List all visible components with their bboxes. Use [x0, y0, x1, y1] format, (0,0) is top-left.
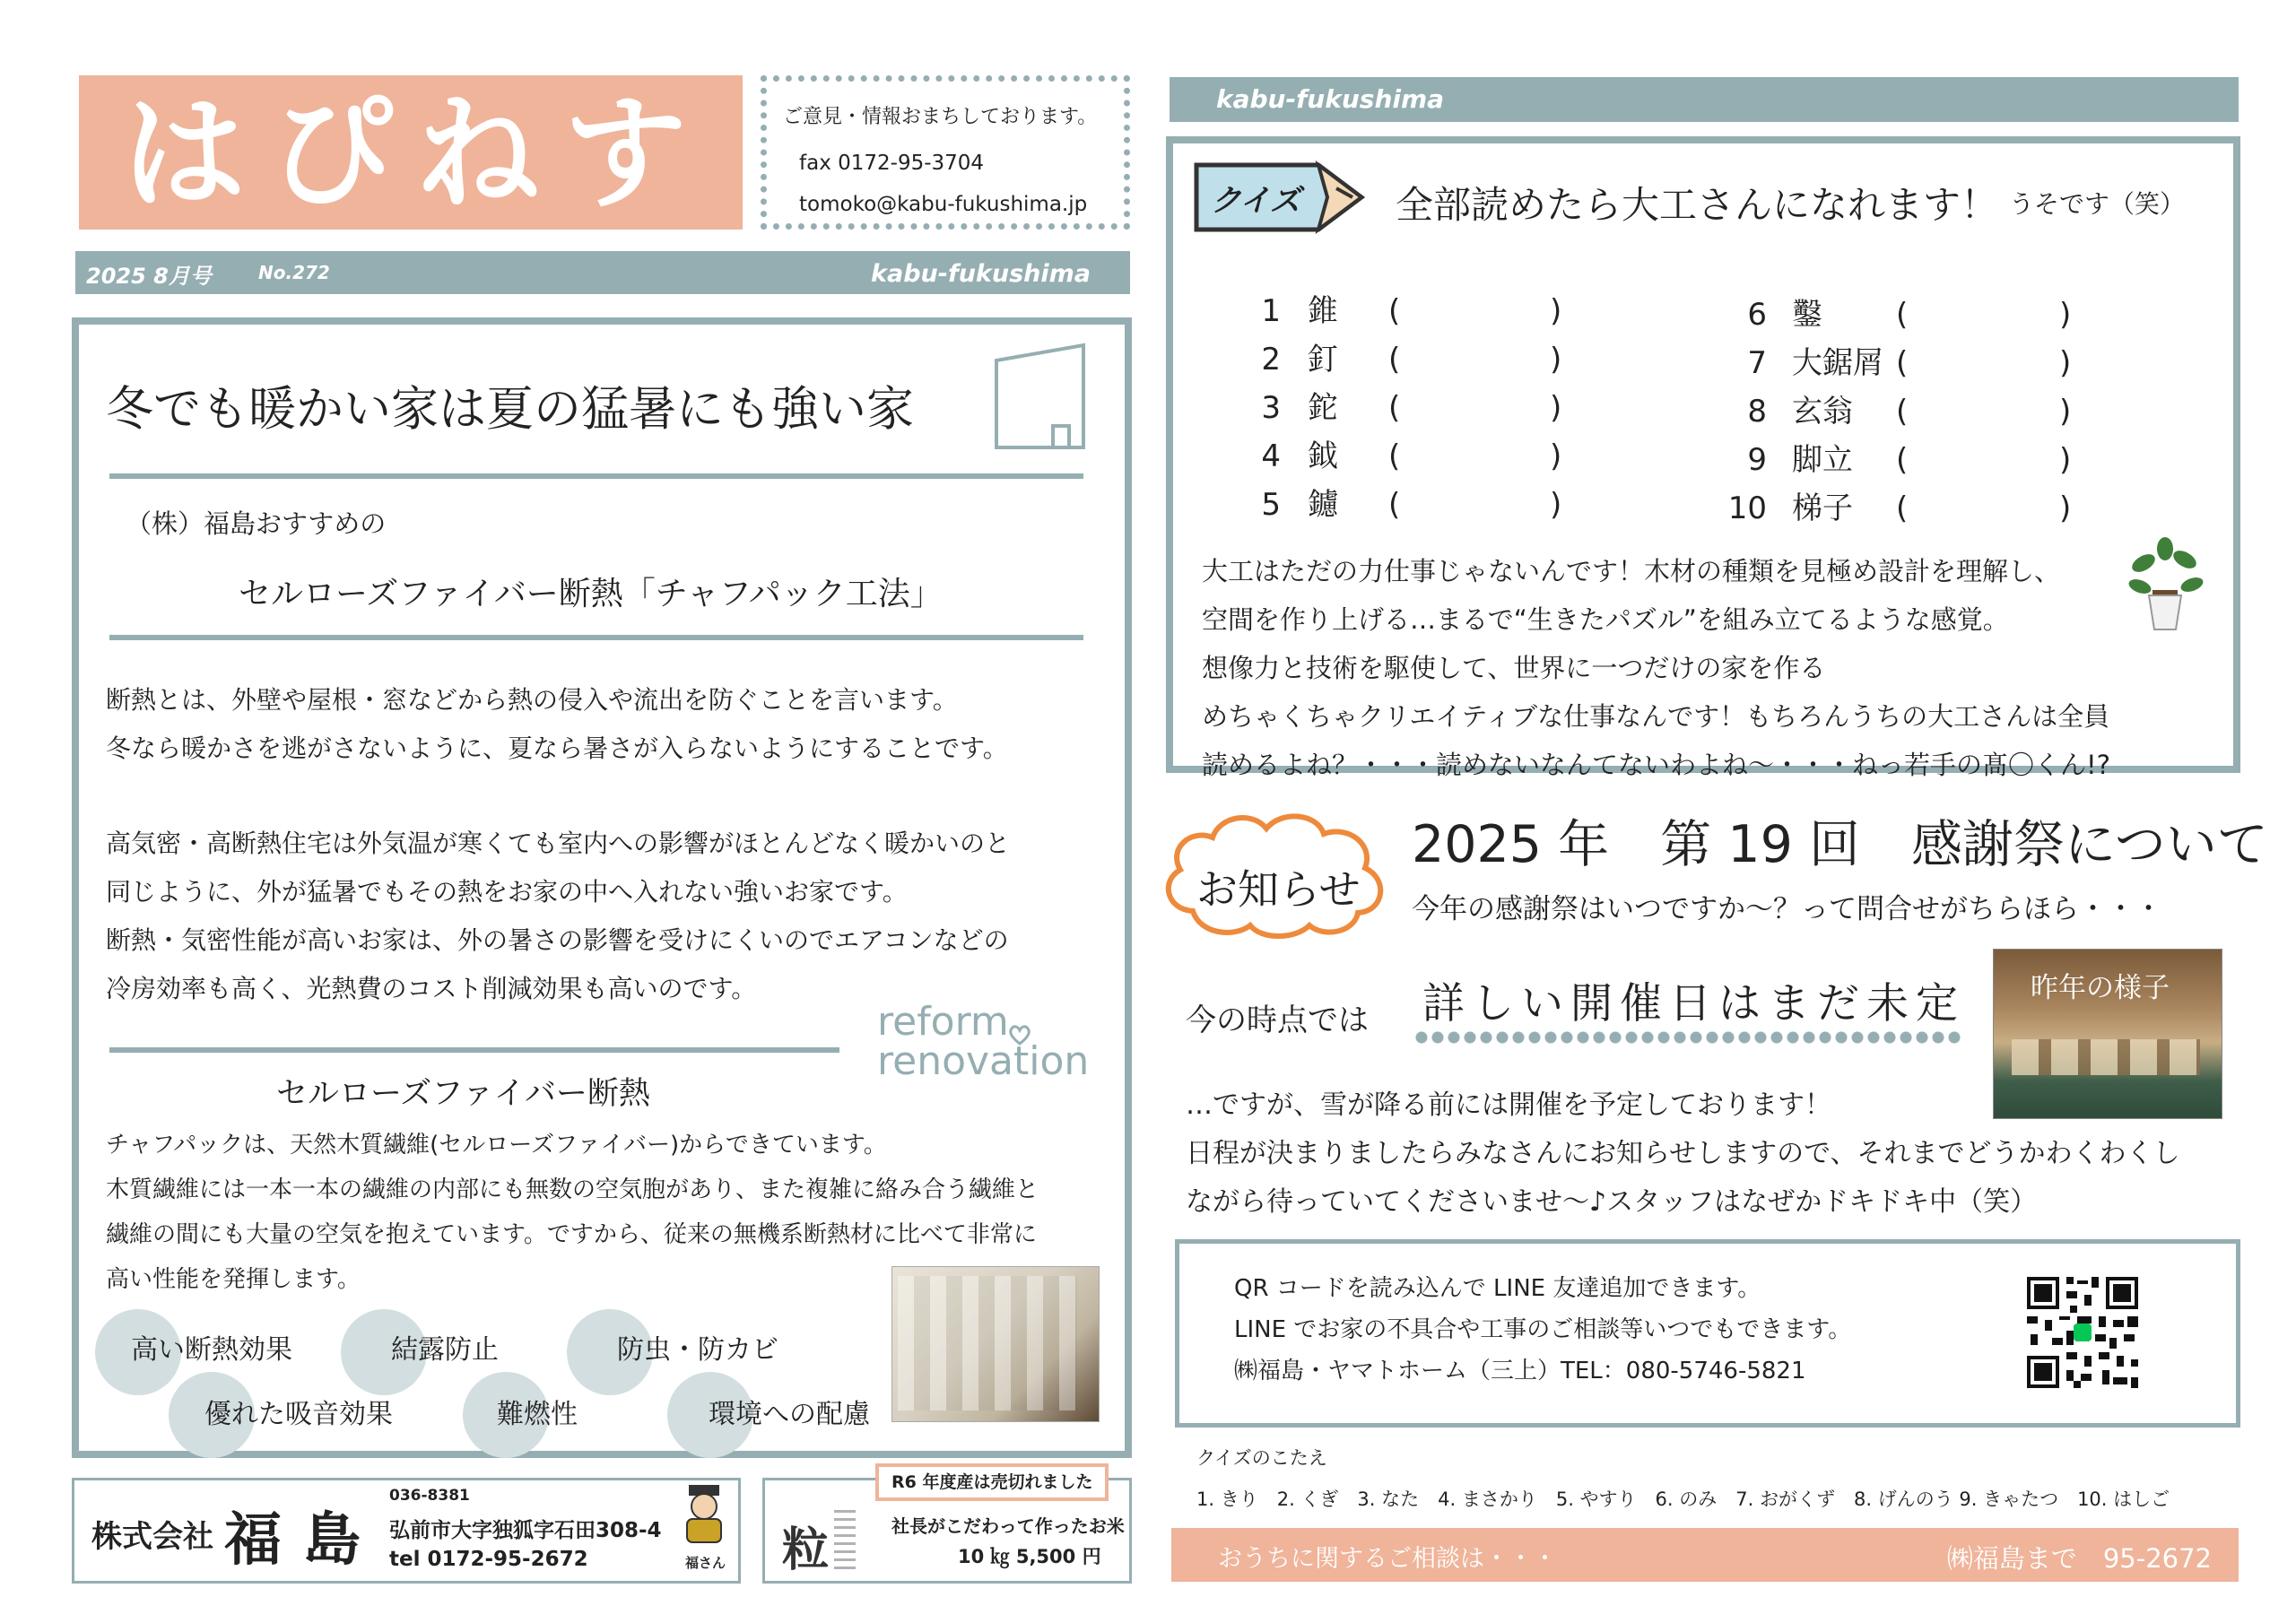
quiz-text-line: 想像力と技術を駆使して、世界に一つだけの家を作る	[1202, 653, 1826, 683]
quiz-item	[1726, 436, 2071, 484]
sub-intro: （株）福島おすすめの	[126, 508, 387, 539]
quiz-list-right	[1726, 291, 2071, 533]
quiz-kanji: 鑿	[1792, 297, 1822, 333]
reform-renovation-logo	[877, 999, 1090, 1084]
notice-body-line: ながら待っていてくださいませ～♪スタッフはなぜかドキドキ中（笑）	[1186, 1186, 2038, 1218]
quiz-kanji: 鉞	[1308, 438, 1338, 474]
paren: )	[1550, 342, 1562, 378]
quiz-kanji: 大鋸屑	[1792, 345, 1883, 381]
quiz-tag-label: クイズ	[1211, 183, 1300, 219]
quiz-kanji: 玄翁	[1792, 394, 1853, 430]
paren: (	[1388, 293, 1401, 329]
feature-label: 難燃性	[497, 1399, 578, 1430]
quiz-text-line: 大工はただの力仕事じゃないんです！木材の種類を見極め設計を理解し、	[1202, 556, 2061, 586]
house-outline-icon	[994, 343, 1089, 456]
quiz-no: 3	[1261, 390, 1281, 426]
paren: (	[1896, 345, 1909, 381]
quiz-no: 6	[1747, 297, 1767, 333]
quiz-kanji: 鉈	[1308, 390, 1338, 426]
quiz-no: 1	[1261, 293, 1281, 329]
quiz-text	[1202, 547, 2110, 789]
paren: )	[1550, 293, 1562, 329]
sub-title: セルローズファイバー断熱「チャフパック工法」	[239, 576, 943, 612]
quiz-list-left	[1254, 287, 1561, 529]
company-postal: 036-8381	[389, 1487, 470, 1505]
quiz-kanji: 脚立	[1792, 442, 1853, 478]
quiz-no: 8	[1747, 394, 1767, 430]
issue-date: 2025 8月号	[86, 264, 212, 289]
paren: (	[1388, 342, 1401, 378]
para-line: 断熱・気密性能が高いお家は、外の暑さの影響を受けにくいのでエアコンなどの	[106, 925, 1009, 955]
feature-label: 環境への配慮	[709, 1399, 870, 1430]
line-info-line: LINE でお家の不具合や工事のご相談等いつでもできます。	[1234, 1316, 1852, 1343]
paren: )	[1550, 390, 1562, 426]
notice-now-label: 今の時点では	[1186, 1002, 1369, 1038]
rice-logo	[780, 1503, 861, 1578]
para-insulation	[106, 676, 1008, 773]
notice-body-line: 日程が決まりましたらみなさんにお知らせしますので、それまでどうかわくわくし	[1186, 1138, 2180, 1169]
paren: (	[1388, 390, 1401, 426]
quiz-item	[1254, 335, 1561, 384]
company-name: 福島	[224, 1506, 382, 1574]
quiz-kanji: 梯子	[1792, 490, 1853, 526]
section-title: セルローズファイバー断熱	[276, 1076, 650, 1112]
mascot-icon	[682, 1483, 726, 1549]
notice-undecided: 詳しい開催日はまだ未定	[1422, 979, 1965, 1028]
para-line: 断熱とは、外壁や屋根・窓などから熱の侵入や流出を防ぐことを言います。	[106, 685, 958, 715]
quiz-heading: 全部読めたら大工さんになれます！	[1396, 183, 1999, 227]
feature-label: 防虫・防カビ	[617, 1334, 778, 1366]
quiz-item	[1254, 384, 1561, 432]
footer-left: おうちに関するご相談は・・・	[1218, 1545, 1557, 1573]
paren: (	[1896, 490, 1909, 526]
qr-code-icon[interactable]	[2023, 1273, 2142, 1395]
quiz-item	[1726, 387, 2071, 436]
quiz-item	[1726, 291, 2071, 339]
company-tel: tel 0172-95-2672	[389, 1548, 588, 1571]
quiz-heading-small: うそです（笑）	[2009, 189, 2186, 219]
answers-label: クイズのこたえ	[1196, 1447, 1327, 1469]
paren: (	[1896, 297, 1909, 333]
contact-box	[761, 75, 1130, 230]
para-line: 木質繊維には一本一本の繊維の内部にも無数の空気胞があり、また複雑に絡み合う繊維と	[106, 1176, 1039, 1203]
paren: )	[1550, 438, 1562, 474]
renovation-word: renovation	[877, 1038, 1090, 1084]
para-airtight	[106, 820, 1010, 1013]
rice-soldout-badge: R6 年度産は売切れました	[875, 1463, 1109, 1501]
paren: (	[1388, 487, 1401, 523]
paren: (	[1896, 394, 1909, 430]
paren: (	[1388, 438, 1401, 474]
quiz-no: 9	[1747, 442, 1767, 478]
potted-plant-icon	[2122, 536, 2208, 638]
contact-heading: ご意見・情報おまちしております。	[783, 106, 1098, 128]
quiz-text-line: めちゃくちゃクリエイティブな仕事なんです！もちろんうちの大工さんは全員	[1202, 701, 2110, 732]
issue-brand: kabu-fukushima	[871, 260, 1091, 288]
company-address: 弘前市大字独狐字石田308-4	[389, 1519, 662, 1542]
divider-mid	[109, 635, 1083, 640]
paren: )	[2059, 297, 2072, 333]
para-line: チャフパックは、天然木質繊維(セルローズファイバー)からできています。	[106, 1132, 887, 1159]
feature-label: 結露防止	[391, 1334, 499, 1366]
paren: )	[2059, 490, 2072, 526]
para-line: 冷房効率も高く、光熱費のコスト削減効果も高いのです。	[106, 974, 757, 1003]
issue-bar	[75, 251, 1130, 294]
right-brand: kabu-fukushima	[1216, 84, 1445, 114]
quiz-kanji: 錐	[1308, 293, 1338, 329]
notice-body	[1186, 1081, 2180, 1227]
para-line: 同じように、外が猛暑でもその熱をお家の中へ入れない強いお家です。	[106, 877, 908, 907]
paren: )	[1550, 487, 1562, 523]
notice-heading: 2025 年 第 19 回 感謝祭について	[1412, 815, 2268, 874]
quiz-item	[1726, 484, 2071, 533]
reform-word: reform	[877, 999, 1009, 1045]
notice-tag: お知らせ	[1196, 865, 1361, 914]
heart-icon	[1008, 1024, 1031, 1049]
masthead-title: はぴねす	[122, 82, 711, 226]
mascot-name: 福さん	[685, 1555, 726, 1571]
masthead-title-block	[79, 75, 743, 230]
quiz-item	[1726, 339, 2071, 387]
paren: )	[2059, 442, 2072, 478]
photo-caption: 昨年の様子	[2031, 972, 2170, 1004]
paren: )	[2059, 394, 2072, 430]
insulation-photo	[891, 1266, 1100, 1422]
company-prefix: 株式会社	[91, 1519, 213, 1555]
line-info	[1234, 1268, 1851, 1392]
line-info-line: QR コードを読み込んで LINE 友達追加できます。	[1234, 1275, 1761, 1302]
rice-line1: 社長がこだわって作ったお米	[891, 1515, 1125, 1537]
para-line: 冬なら暖かさを逃がさないように、夏なら暑さが入らないようにすることです。	[106, 733, 1008, 763]
rice-price: 10 ㎏ 5,500 円	[958, 1546, 1101, 1567]
quiz-text-line: 読めるよね？・・・読めないなんてないわよね～・・・ねっ若手の髙〇くん!?	[1202, 750, 2111, 780]
rice-logo-glyph: 粒	[782, 1523, 830, 1577]
quiz-item	[1254, 287, 1561, 335]
footer-bar	[1171, 1528, 2239, 1582]
divider-top	[109, 473, 1083, 479]
quiz-kanji: 釘	[1308, 342, 1338, 378]
footer-right: ㈱福島まで 95-2672	[1946, 1543, 2212, 1574]
para-line: 繊維の間にも大量の空気を抱えています。ですから、従来の無機系断熱材に比べて非常に	[106, 1221, 1037, 1248]
line-info-line: ㈱福島・ヤマトホーム（三上）TEL：080-5746-5821	[1234, 1358, 1806, 1384]
quiz-no: 4	[1261, 438, 1281, 474]
notice-body-line: …ですが、雪が降る前には開催を予定しております！	[1186, 1089, 1831, 1121]
quiz-no: 2	[1261, 342, 1281, 378]
issue-number: No.272	[258, 262, 330, 283]
para-line: 高気密・高断熱住宅は外気温が寒くても室内への影響がほとんどなく暖かいのと	[106, 829, 1011, 858]
feature-label: 高い断熱効果	[131, 1334, 292, 1366]
answers-text: 1. きり 2. くぎ 3. なた 4. まさかり 5. やすり 6. のみ 7. おがくず 8. げんのう 9. きゃたつ 10. はしご	[1196, 1488, 2170, 1510]
quiz-item	[1254, 432, 1561, 481]
email-address: tomoko@kabu-fukushima.jp	[799, 193, 1088, 216]
notice-sub: 今年の感謝祭はいつですか～？って問合せがちらほら・・・	[1412, 893, 2162, 925]
quiz-no: 10	[1727, 490, 1767, 526]
quiz-no: 7	[1747, 345, 1767, 381]
divider-section	[109, 1047, 839, 1053]
paren: (	[1896, 442, 1909, 478]
quiz-item	[1254, 481, 1561, 529]
paren: )	[2059, 345, 2072, 381]
quiz-kanji: 鑢	[1308, 487, 1338, 523]
para-line: 高い性能を発揮します。	[106, 1266, 361, 1293]
article-title: 冬でも暖かい家は夏の猛暑にも強い家	[106, 382, 914, 437]
quiz-no: 5	[1261, 487, 1281, 523]
quiz-text-line: 空間を作り上げる…まるで“生きたパズル”を組み立てるような感覚。	[1202, 604, 2009, 635]
fax-number: fax 0172-95-3704	[799, 152, 985, 175]
feature-label: 優れた吸音効果	[204, 1399, 393, 1430]
dotted-underline	[1413, 1031, 1964, 1044]
right-brand-bar	[1170, 77, 2239, 122]
